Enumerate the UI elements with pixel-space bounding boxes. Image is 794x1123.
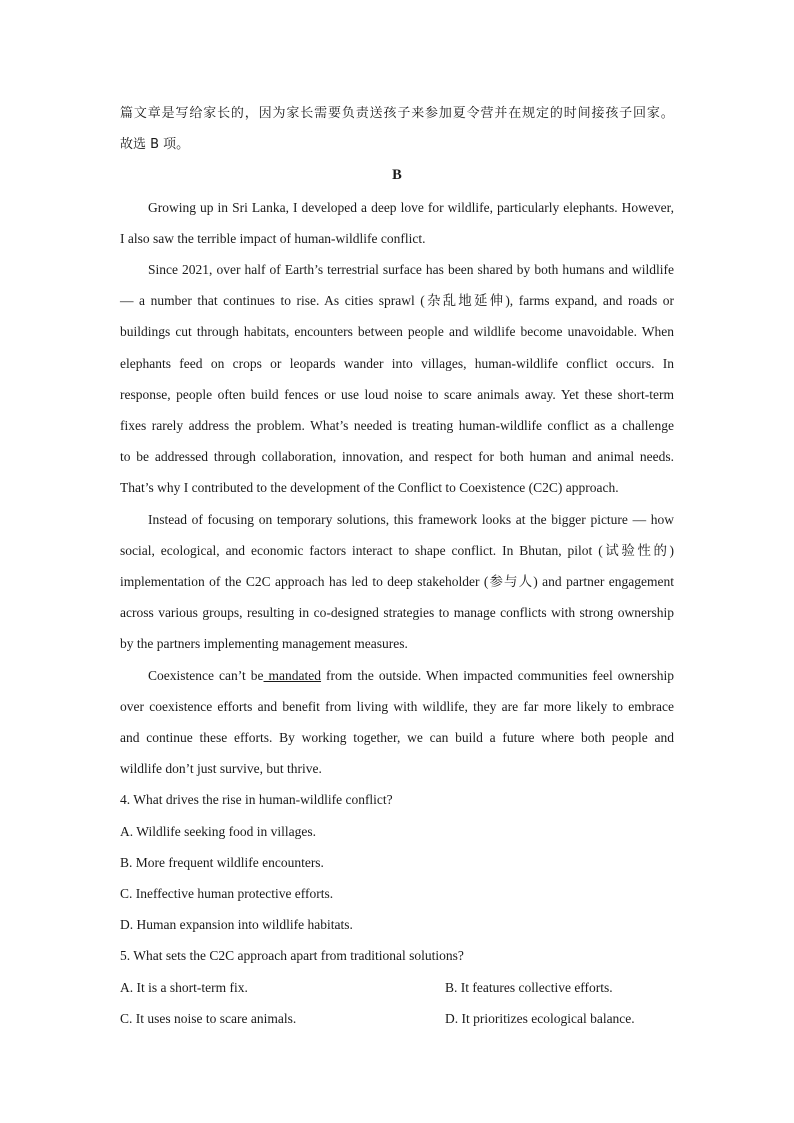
passage-paragraph-1 — [120, 192, 674, 254]
option-c: C. It uses noise to scare animals. — [120, 1010, 297, 1026]
passage-line: Instead of focusing on temporary solutions, this framework looks at the bigger picture — how — [148, 511, 674, 527]
option-c: C. Ineffective human protective efforts. — [120, 886, 334, 902]
passage-line: social, ecological, and economic factors interact to shape conflict. In Bhutan, pilot (试验性的) — [120, 542, 674, 558]
passage-line: wildlife don’t just survive, but thrive. — [120, 761, 322, 777]
options-row-1 — [120, 972, 674, 1003]
question-5 — [120, 940, 674, 1034]
passage-line: fixes rarely address the problem. What’s needed is treating human-wildlife conflict as a challenge — [120, 418, 674, 434]
passage-line — [120, 660, 674, 691]
passage-line: buildings cut through habitats, encounters between people and wildlife become unavoidable. When — [120, 324, 674, 340]
passage-line: and continue these efforts. By working together, we can build a future where both people and — [120, 730, 674, 746]
option-b: B. It features collective efforts. — [445, 979, 613, 995]
document-page — [120, 98, 674, 1034]
passage-line: to be addressed through collaboration, innovation, and respect for both human and animal needs. — [120, 449, 674, 465]
passage-line: — a number that continues to rise. As cities sprawl (杂乱地延伸), farms expand, and roads or — [120, 293, 674, 309]
prev-answer-line-2: 故选 B 项。 — [120, 137, 190, 153]
option-a: A. It is a short-term fix. — [120, 979, 248, 995]
question-stem: 4. What drives the rise in human-wildlife conflict? — [120, 792, 393, 808]
passage-paragraph-4 — [120, 660, 674, 785]
passage-line: over coexistence efforts and benefit from living with wildlife, they are far more likely to embrace — [120, 698, 674, 714]
prev-answer-line-1: 篇文章是写给家长的，因为家长需要负责送孩子来参加夏令营并在规定的时间接孩子回家。 — [120, 106, 674, 121]
question-stem: 5. What sets the C2C approach apart from traditional solutions? — [120, 948, 464, 964]
passage-line: I also saw the terrible impact of human-wildlife conflict. — [120, 230, 426, 246]
options-row-2 — [120, 1003, 674, 1034]
passage-line: Since 2021, over half of Earth’s terrestrial surface has been shared by both humans and wildlife — [148, 262, 674, 278]
section-heading: B — [392, 167, 402, 184]
option-b: B. More frequent wildlife encounters. — [120, 854, 324, 870]
passage-line: Growing up in Sri Lanka, I developed a deep love for wildlife, particularly elephants. However, — [148, 199, 674, 215]
question-4 — [120, 784, 674, 940]
passage-text: Coexistence can’t be — [148, 667, 264, 683]
passage-line: That’s why I contributed to the development of the Conflict to Coexistence (C2C) approach. — [120, 480, 619, 496]
underlined-word-mandated: mandated — [263, 667, 322, 683]
passage-line: across various groups, resulting in co-designed strategies to manage conflicts with strong ownership — [120, 605, 674, 621]
passage-line: elephants feed on crops or leopards wander into villages, human-wildlife conflict occurs. In — [120, 355, 674, 371]
option-d: D. Human expansion into wildlife habitats. — [120, 917, 353, 933]
passage-text: from the outside. When impacted communities feel ownership — [321, 667, 675, 683]
passage-paragraph-3 — [120, 504, 674, 660]
option-a: A. Wildlife seeking food in villages. — [120, 823, 317, 839]
passage-line: by the partners implementing management measures. — [120, 636, 408, 652]
passage-paragraph-2 — [120, 254, 674, 504]
passage-line: implementation of the C2C approach has led to deep stakeholder (参与人) and partner engagement — [120, 574, 674, 590]
option-d: D. It prioritizes ecological balance. — [445, 1010, 635, 1026]
passage-line: response, people often build fences or use loud noise to scare animals away. Yet these short-term — [120, 386, 674, 402]
